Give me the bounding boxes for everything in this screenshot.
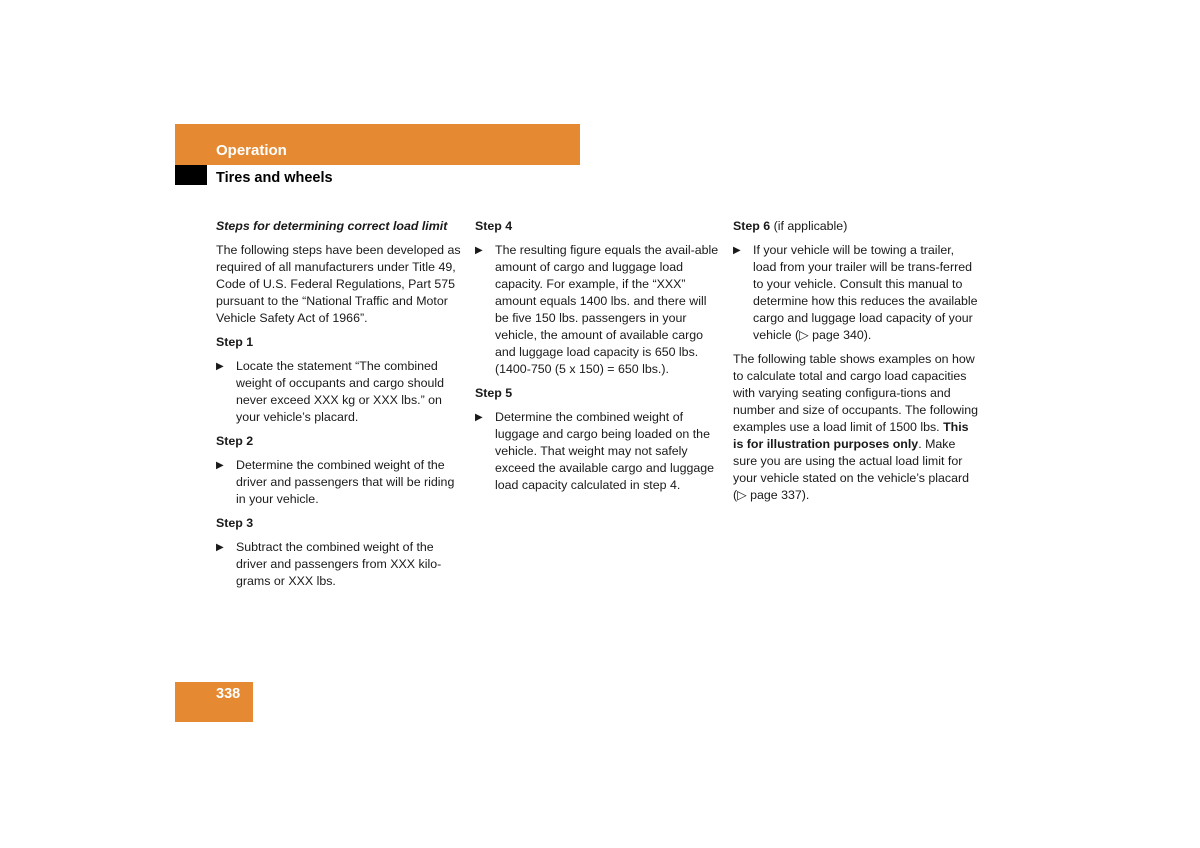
page-number-box: [175, 682, 253, 722]
step-6-heading: [733, 218, 978, 235]
bullet-arrow-icon: ▶: [216, 361, 224, 372]
step-6-text: If your vehicle will be towing a trailer, load from your trailer will be trans-ferred to your vehicle. Consult this manual to determine how this reduces the available cargo and luggage load capacity of your vehicle (▷ page 340).: [753, 243, 978, 342]
step-4-item: [475, 242, 720, 378]
step-4-label: Step 4: [475, 219, 513, 233]
step-1-label: Step 1: [216, 335, 254, 349]
step-6-label: Step 6: [733, 219, 771, 233]
step-6-item: [733, 242, 978, 344]
intro-paragraph: The following steps have been developed as required of all manufacturers under Title 49, Code of U.S. Federal Regulations, Part 575 pursuant to the “National Traffic and Motor Vehicle Safety Act of 1966”.: [216, 243, 461, 325]
bullet-arrow-icon: ▶: [733, 245, 741, 256]
column-2: [475, 218, 720, 501]
examples-paragraph: [733, 351, 978, 504]
step-2-text: Determine the combined weight of the driver and passengers that will be riding in your vehicle.: [236, 458, 455, 506]
step-5-text: Determine the combined weight of luggage and cargo being loaded on the vehicle. That weight may not safely exceed the available cargo and luggage load capacity calculated in step 4.: [495, 410, 715, 492]
bullet-arrow-icon: ▶: [475, 412, 483, 423]
step-2-label: Step 2: [216, 434, 254, 448]
bullet-arrow-icon: ▶: [475, 245, 483, 256]
illustration-notice: This is for illustration purposes only: [733, 420, 969, 451]
step-3-text: Subtract the combined weight of the driver and passengers from XXX kilo-grams or XXX lbs.: [236, 540, 442, 588]
step-4-text: The resulting figure equals the avail-able amount of cargo and luggage load capacity. For example, if the “XXX” amount equals 1400 lbs. and there will be five 150 lbs. passengers in your vehicle, the amount of available cargo and luggage load capacity is 650 lbs. (1400-750 (5 x 150) = 650 lbs.).: [495, 243, 719, 376]
step-5-label: Step 5: [475, 386, 513, 400]
section-marker-tab: [175, 165, 207, 185]
examples-text-start: The following table shows examples on how to calculate total and cargo load capacities with varying seating configura-tions and number and size of occupants. The following examples use a load limit of 1500 lbs.: [733, 352, 978, 434]
step-2-item: [216, 457, 461, 508]
load-limit-heading: Steps for determining correct load limit: [216, 219, 448, 233]
column-1: [216, 218, 461, 597]
step-5-item: [475, 409, 720, 494]
step-6-suffix: (if applicable): [770, 219, 848, 233]
subsection-title: Tires and wheels: [216, 170, 333, 186]
examples-text-end: . Make sure you are using the actual load limit for your vehicle stated on the vehicle’s placard (▷ page 337).: [733, 437, 970, 502]
step-3-item: [216, 539, 461, 590]
step-1-item: [216, 358, 461, 426]
bullet-arrow-icon: ▶: [216, 460, 224, 471]
column-3: [733, 218, 978, 511]
page-number: 338: [216, 686, 241, 702]
section-title: Operation: [216, 142, 287, 159]
step-1-text: Locate the statement “The combined weight of occupants and cargo should never exceed XXX kg or XXX lbs.” on your vehicle’s placard.: [236, 359, 445, 424]
step-3-label: Step 3: [216, 516, 254, 530]
bullet-arrow-icon: ▶: [216, 542, 224, 553]
